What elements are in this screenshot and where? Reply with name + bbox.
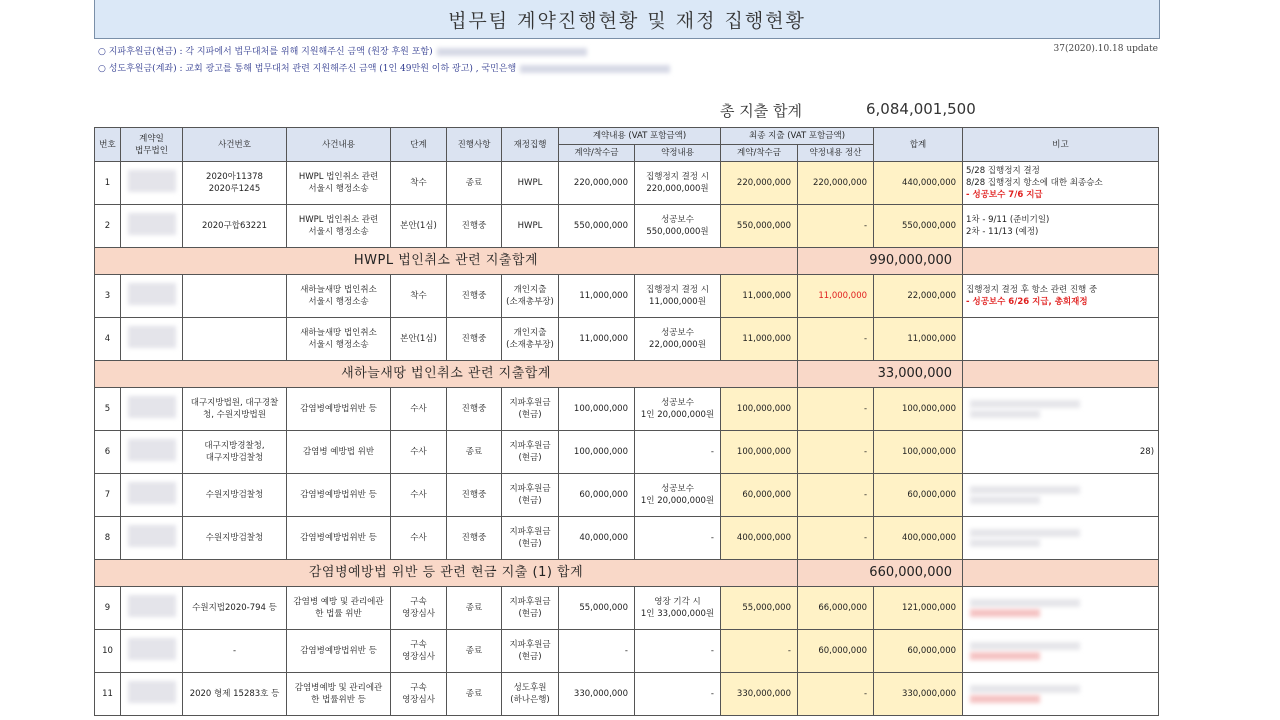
remark-highlight: - 성공보수 6/26 지급, 총회재정 [966,297,1088,307]
total-label: 총 지출 합계 [720,102,802,120]
final-settle: 220,000,000 [798,162,874,205]
header-contract-group: 계약내용 (VAT 포함금액) [559,128,721,145]
redacted-remark [970,695,1040,703]
row-sum: 100,000,000 [874,388,963,431]
final-fee: 400,000,000 [721,517,798,560]
finance-source: 지파후원금 (현금) [502,474,559,517]
finance-source: 지파후원금 (현금) [502,630,559,673]
document-title: 법무팀 계약진행현황 및 재정 집행현황 [94,0,1160,39]
row-sum: 330,000,000 [874,673,963,716]
case-description: HWPL 법인취소 관련 서울시 행정소송 [287,162,391,205]
finance-source: 지파후원금 (현금) [502,517,559,560]
header-final-settle: 약정내용 정산 [798,145,874,162]
remark-line: 집행정지 결정 후 항소 관련 진행 중 [966,285,1098,295]
contract-terms: - [635,630,721,673]
finance-source: 지파후원금 (현금) [502,388,559,431]
remark [963,587,1159,630]
contract-terms: 집행정지 결정 시 220,000,000원 [635,162,721,205]
remark [963,474,1159,517]
case-description: 감염병예방법위반 등 [287,517,391,560]
case-description: 감염병예방법위반 등 [287,474,391,517]
row-number: 5 [95,388,121,431]
redacted-remark [970,400,1080,408]
redacted-firm [128,638,176,660]
summary-remark [963,361,1159,388]
firm-cell [121,388,183,431]
row-number: 3 [95,275,121,318]
case-description: HWPL 법인취소 관련 서울시 행정소송 [287,205,391,248]
remark-line: 2차 - 11/13 (예정) [966,227,1039,237]
final-settle: - [798,431,874,474]
case-number: 수원지법2020-794 등 [183,587,287,630]
row-number: 4 [95,318,121,361]
table-row [95,630,1159,673]
remark [963,275,1159,318]
contract-fee: 100,000,000 [559,431,635,474]
progress: 종료 [447,431,502,474]
stage: 수사 [391,517,447,560]
remark-line: 28) [1139,447,1155,457]
header-progress: 진행사항 [447,128,502,162]
row-sum: 22,000,000 [874,275,963,318]
final-settle: - [798,517,874,560]
contract-terms: 성공보수 550,000,000원 [635,205,721,248]
contract-fee: 220,000,000 [559,162,635,205]
contract-terms: 성공보수 22,000,000원 [635,318,721,361]
contract-fee: 100,000,000 [559,388,635,431]
redacted-remark [970,642,1080,650]
row-sum: 100,000,000 [874,431,963,474]
remark [963,205,1159,248]
progress: 진행중 [447,388,502,431]
total-value: 6,084,001,500 [866,100,976,118]
summary-remark [963,248,1159,275]
firm-cell [121,205,183,248]
contract-fee: 55,000,000 [559,587,635,630]
final-settle: - [798,318,874,361]
header-finance: 재정집행 [502,128,559,162]
redacted-remark [970,652,1040,660]
progress: 종료 [447,673,502,716]
row-number: 2 [95,205,121,248]
case-number: 대구지방법원, 대구경찰 청, 수원지방법원 [183,388,287,431]
summary-label: 감염병예방법 위반 등 관련 현금 지출 (1) 합계 [95,560,798,587]
final-settle: 11,000,000 [798,275,874,318]
stage: 수사 [391,474,447,517]
row-sum: 550,000,000 [874,205,963,248]
summary-row [95,560,1159,587]
case-number: 2020아11378 2020루1245 [183,162,287,205]
row-sum: 121,000,000 [874,587,963,630]
row-number: 8 [95,517,121,560]
summary-label: 새하늘새땅 법인취소 관련 지출합계 [95,361,798,388]
table-row [95,205,1159,248]
finance-source: 개인지출 (소재총부장) [502,318,559,361]
finance-source: 지파후원금 (현금) [502,431,559,474]
final-fee: 550,000,000 [721,205,798,248]
stage: 구속 영장심사 [391,673,447,716]
progress: 진행중 [447,205,502,248]
table-row [95,474,1159,517]
table-row [95,275,1159,318]
final-settle: - [798,474,874,517]
final-settle: 66,000,000 [798,587,874,630]
final-fee: - [721,630,798,673]
progress: 진행중 [447,275,502,318]
row-number: 10 [95,630,121,673]
redacted-text [437,48,587,56]
remark [963,673,1159,716]
redacted-firm [128,525,176,547]
contract-fee: - [559,630,635,673]
summary-value: 990,000,000 [798,248,963,275]
final-fee: 11,000,000 [721,275,798,318]
stage: 착수 [391,275,447,318]
row-number: 6 [95,431,121,474]
finance-source: 성도후원 (하나은행) [502,673,559,716]
case-number: 2020구합63221 [183,205,287,248]
firm-cell [121,474,183,517]
header-contract-fee: 계약/착수금 [559,145,635,162]
firm-cell [121,587,183,630]
finance-source: HWPL [502,205,559,248]
case-description: 새하늘새땅 법인취소 서울시 행정소송 [287,318,391,361]
row-sum: 60,000,000 [874,474,963,517]
stage: 수사 [391,431,447,474]
progress: 진행중 [447,318,502,361]
contract-terms: - [635,673,721,716]
final-settle: - [798,388,874,431]
stage: 구속 영장심사 [391,630,447,673]
contract-fee: 330,000,000 [559,673,635,716]
case-number [183,318,287,361]
header-final-group: 최종 지출 (VAT 포함금액) [721,128,874,145]
case-number: 수원지방검찰청 [183,517,287,560]
header-contract-terms: 약정내용 [635,145,721,162]
header-stage: 단계 [391,128,447,162]
contract-terms: 성공보수 1인 20,000,000원 [635,474,721,517]
progress: 종료 [447,162,502,205]
contract-fee: 11,000,000 [559,275,635,318]
header-case-no: 사건번호 [183,128,287,162]
table-row [95,673,1159,716]
remark [963,431,1159,474]
case-description: 감염병예방 및 관리에관 한 법률위반 등 [287,673,391,716]
case-number: - [183,630,287,673]
summary-label: HWPL 법인취소 관련 지출합계 [95,248,798,275]
row-sum: 60,000,000 [874,630,963,673]
final-settle: 60,000,000 [798,630,874,673]
table-row [95,388,1159,431]
final-settle: - [798,205,874,248]
firm-cell [121,162,183,205]
stage: 착수 [391,162,447,205]
header-sum: 합계 [874,128,963,162]
redacted-firm [128,283,176,305]
summary-value: 660,000,000 [798,560,963,587]
progress: 종료 [447,587,502,630]
summary-value: 33,000,000 [798,361,963,388]
header-case-desc: 사건내용 [287,128,391,162]
contract-fee: 40,000,000 [559,517,635,560]
redacted-firm [128,595,176,617]
finance-source: 개인지출 (소재총부장) [502,275,559,318]
final-fee: 100,000,000 [721,388,798,431]
progress: 종료 [447,630,502,673]
redacted-firm [128,681,176,703]
contract-fee: 550,000,000 [559,205,635,248]
expense-table [94,127,1159,716]
note-line-1: ○ 지파후원금(현금) : 각 지파에서 법무대처를 위해 지원해주신 금액 (원장 후원 포함) [98,44,1158,61]
contract-terms: 집행정지 결정 시 11,000,000원 [635,275,721,318]
remark-line: 1차 - 9/11 (준비기일) [966,215,1050,225]
final-fee: 330,000,000 [721,673,798,716]
redacted-remark [970,486,1080,494]
redacted-firm [128,326,176,348]
redacted-remark [970,539,1040,547]
firm-cell [121,673,183,716]
header-firm: 계약일 법무법인 [121,128,183,162]
case-description: 감염병 예방법 위반 [287,431,391,474]
final-settle: - [798,673,874,716]
finance-source: 지파후원금 (현금) [502,587,559,630]
case-description: 새하늘새땅 법인취소 서울시 행정소송 [287,275,391,318]
table-row [95,318,1159,361]
case-description: 감염병예방법위반 등 [287,630,391,673]
final-fee: 55,000,000 [721,587,798,630]
progress: 진행중 [447,517,502,560]
table-row [95,517,1159,560]
remark-highlight: - 성공보수 7/6 지급 [966,190,1043,200]
finance-source: HWPL [502,162,559,205]
header-final-fee: 계약/착수금 [721,145,798,162]
redacted-remark [970,496,1040,504]
case-number: 대구지방경찰청, 대구지방검찰청 [183,431,287,474]
contract-terms: - [635,431,721,474]
table-row [95,162,1159,205]
redacted-remark [970,410,1040,418]
firm-cell [121,318,183,361]
table-row [95,587,1159,630]
contract-terms: 영장 기각 시 1인 33,000,000원 [635,587,721,630]
redacted-remark [970,609,1040,617]
remark [963,162,1159,205]
note-line-2: ○ 성도후원금(계좌) : 교회 광고를 통해 법무대처 관련 지원해주신 금액 (1인 49만원 이하 광고) , 국민은행 [98,61,1158,78]
redacted-firm [128,396,176,418]
final-fee: 100,000,000 [721,431,798,474]
header-no: 번호 [95,128,121,162]
remark [963,630,1159,673]
remark [963,517,1159,560]
firm-cell [121,630,183,673]
contract-terms: - [635,517,721,560]
redacted-firm [128,439,176,461]
stage: 본안(1심) [391,205,447,248]
case-description: 감염병예방법위반 등 [287,388,391,431]
update-date: 37(2020).10.18 update [1053,44,1158,54]
final-fee: 11,000,000 [721,318,798,361]
summary-remark [963,560,1159,587]
redacted-firm [128,170,176,192]
case-description: 감염병 예방 및 관리에관 한 법률 위반 [287,587,391,630]
contract-terms: 성공보수 1인 20,000,000원 [635,388,721,431]
notes-block [98,44,1158,78]
redacted-remark [970,599,1080,607]
row-number: 11 [95,673,121,716]
redacted-remark [970,529,1080,537]
remark [963,388,1159,431]
stage: 구속 영장심사 [391,587,447,630]
final-fee: 60,000,000 [721,474,798,517]
progress: 진행중 [447,474,502,517]
contract-fee: 60,000,000 [559,474,635,517]
case-number [183,275,287,318]
row-sum: 440,000,000 [874,162,963,205]
row-sum: 11,000,000 [874,318,963,361]
redacted-firm [128,482,176,504]
contract-fee: 11,000,000 [559,318,635,361]
redacted-remark [970,685,1080,693]
row-sum: 400,000,000 [874,517,963,560]
case-number: 2020 형제 15283호 등 [183,673,287,716]
firm-cell [121,431,183,474]
firm-cell [121,275,183,318]
summary-row [95,361,1159,388]
final-fee: 220,000,000 [721,162,798,205]
row-number: 9 [95,587,121,630]
row-number: 7 [95,474,121,517]
header-remark: 비고 [963,128,1159,162]
redacted-text [520,65,670,73]
firm-cell [121,517,183,560]
remark [963,318,1159,361]
case-number: 수원지방검찰청 [183,474,287,517]
stage: 수사 [391,388,447,431]
stage: 본안(1심) [391,318,447,361]
table-row [95,431,1159,474]
total-expense [720,100,976,121]
remark-line: 8/28 집행정지 항소에 대한 최종승소 [966,178,1103,188]
row-number: 1 [95,162,121,205]
remark-line: 5/28 집행정지 결정 [966,166,1040,176]
redacted-firm [128,213,176,235]
summary-row [95,248,1159,275]
